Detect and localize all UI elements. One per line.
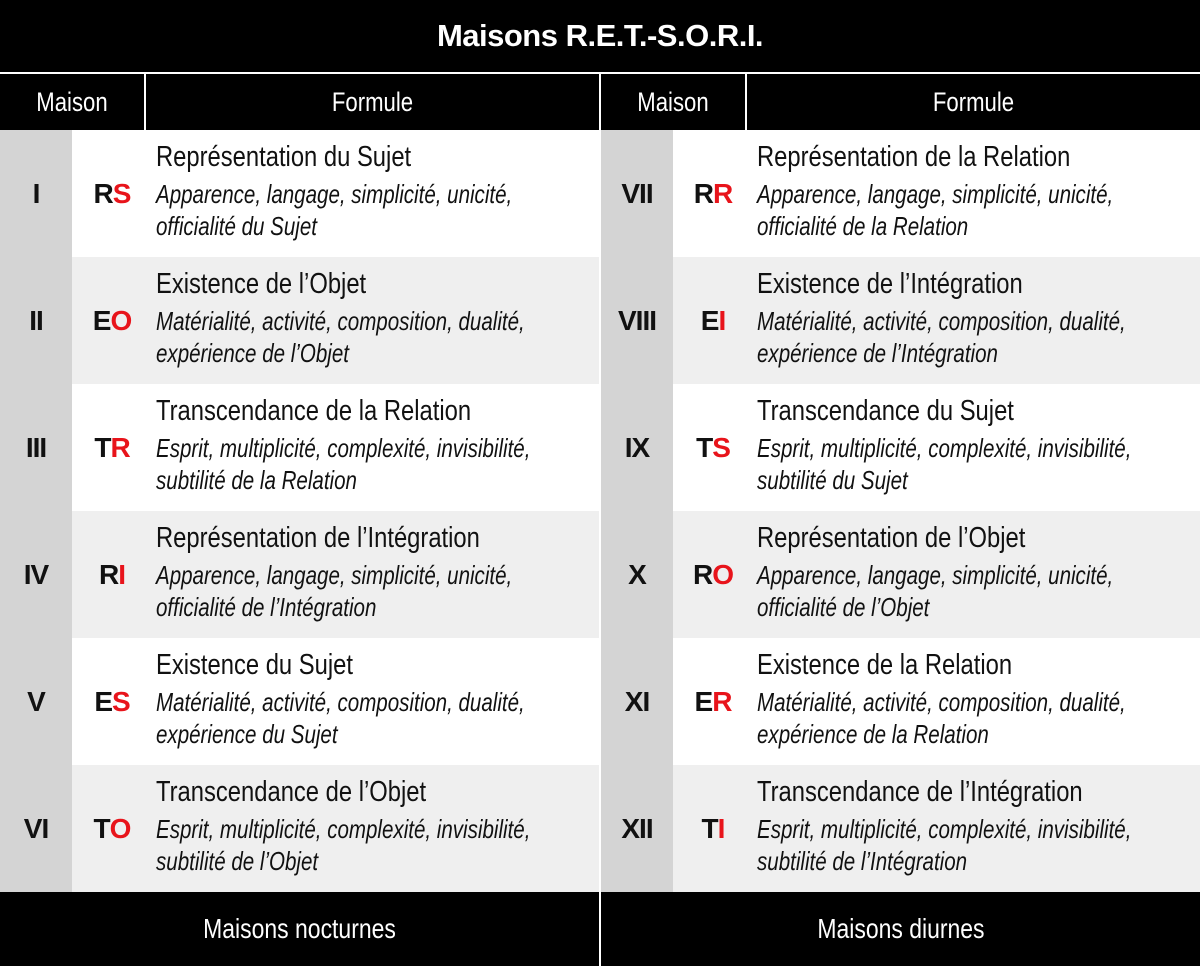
house-number: III [0, 384, 72, 511]
house-number: VI [0, 765, 72, 892]
house-code [673, 257, 753, 384]
house-code [673, 511, 753, 638]
table-row [601, 257, 1200, 384]
code-first-letter: T [701, 812, 718, 844]
house-number: II [0, 257, 72, 384]
formula-description-line-1: Matérialité, activité, composition, dualité, [757, 687, 1126, 717]
row-body [72, 130, 599, 257]
footer-left [0, 892, 599, 966]
formula-description-line-1: Esprit, multiplicité, complexité, invisibilité, [156, 814, 531, 844]
formula-title: Transcendance de la Relation [156, 395, 472, 427]
formula-description-line-2: subtilité de la Relation [156, 465, 357, 495]
code-first-letter: R [98, 558, 119, 590]
row-body [673, 511, 1200, 638]
table-row [0, 257, 599, 384]
row-body [72, 257, 599, 384]
code-second-letter: I [118, 558, 125, 590]
code-first-letter: E [694, 685, 713, 717]
house-code [673, 384, 753, 511]
footer-label: Maisons nocturnes [203, 913, 396, 944]
code-first-letter: R [692, 558, 713, 590]
formula-title: Existence du Sujet [156, 649, 353, 681]
formula-title: Transcendance de l’Intégration [757, 776, 1083, 808]
table-row [0, 511, 599, 638]
house-number: I [0, 130, 72, 257]
code-first-letter: R [693, 177, 713, 209]
table-row [601, 638, 1200, 765]
formula-description-line-1: Matérialité, activité, composition, dualité, [156, 687, 525, 717]
right-half [601, 72, 1200, 966]
code-second-letter: I [718, 304, 726, 336]
formula-text [156, 394, 596, 496]
code-first-letter: T [94, 431, 111, 463]
code-second-letter: O [110, 304, 132, 336]
row-body [673, 257, 1200, 384]
house-code [72, 257, 152, 384]
house-code [72, 511, 152, 638]
left-half [0, 72, 599, 966]
row-body [72, 384, 599, 511]
formula-text [757, 775, 1197, 877]
code-second-letter: O [712, 558, 733, 590]
formula-title: Existence de l’Objet [156, 268, 367, 300]
formula-description-line-2: officialité de la Relation [757, 211, 969, 241]
formula-text [757, 394, 1197, 496]
header-formule: Formule [331, 86, 414, 117]
house-code [72, 765, 152, 892]
code-second-letter: S [712, 431, 730, 463]
formula-title: Transcendance du Sujet [757, 395, 1014, 427]
formula-title: Représentation de la Relation [757, 141, 1071, 173]
formula-description-line-1: Matérialité, activité, composition, dualité, [156, 306, 525, 336]
formula-description-line-2: expérience de l’Objet [156, 338, 349, 368]
formula-text [757, 648, 1197, 750]
row-body [673, 384, 1200, 511]
table-row [0, 765, 599, 892]
table-row [601, 130, 1200, 257]
table-row [0, 384, 599, 511]
rows-right [601, 130, 1200, 892]
table-row [0, 638, 599, 765]
header-formule: Formule [932, 86, 1015, 117]
formula-text [156, 267, 596, 369]
formula-description-line-1: Apparence, langage, simplicité, unicité, [757, 179, 1114, 209]
formula-description-line-2: expérience du Sujet [156, 719, 338, 749]
code-second-letter: S [112, 685, 130, 717]
header-maison: Maison [637, 86, 709, 117]
code-first-letter: E [92, 304, 111, 336]
rows-left [0, 130, 599, 892]
formula-description-line-2: subtilité de l’Intégration [757, 846, 968, 876]
house-number: IV [0, 511, 72, 638]
formula-text [156, 775, 596, 877]
house-number: XI [601, 638, 673, 765]
formula-title: Représentation de l’Objet [757, 522, 1026, 554]
row-body [72, 765, 599, 892]
house-number: IX [601, 384, 673, 511]
code-first-letter: T [696, 431, 713, 463]
footer-right [601, 892, 1200, 966]
formula-description-line-1: Apparence, langage, simplicité, unicité, [156, 179, 513, 209]
table-row [601, 384, 1200, 511]
row-body [72, 511, 599, 638]
header-row-right [601, 72, 1200, 130]
table-title: Maisons R.E.T.-S.O.R.I. [436, 18, 764, 53]
header-divider [745, 74, 747, 130]
formula-text [156, 521, 596, 623]
house-number: VIII [601, 257, 673, 384]
house-code [673, 638, 753, 765]
formula-description-line-1: Matérialité, activité, composition, dualité, [757, 306, 1126, 336]
formula-description-line-2: expérience de l’Intégration [757, 338, 998, 368]
formula-description-line-2: subtilité du Sujet [757, 465, 908, 495]
table-row [601, 765, 1200, 892]
formula-text [757, 140, 1197, 242]
house-code [72, 384, 152, 511]
code-second-letter: R [712, 685, 732, 717]
house-code [72, 638, 152, 765]
table-row [0, 130, 599, 257]
header-maison: Maison [36, 86, 108, 117]
formula-text [156, 140, 596, 242]
code-first-letter: R [93, 177, 113, 209]
formula-description-line-1: Apparence, langage, simplicité, unicité, [757, 560, 1114, 590]
header-divider [144, 74, 146, 130]
formula-text [757, 521, 1197, 623]
row-body [72, 638, 599, 765]
formula-description-line-1: Apparence, langage, simplicité, unicité, [156, 560, 513, 590]
formula-title: Représentation du Sujet [156, 141, 412, 173]
house-code [673, 765, 753, 892]
house-number: V [0, 638, 72, 765]
formula-description-line-1: Esprit, multiplicité, complexité, invisibilité, [156, 433, 531, 463]
code-second-letter: I [717, 812, 725, 844]
house-code [673, 130, 753, 257]
house-number: X [601, 511, 673, 638]
formula-text [156, 648, 596, 750]
formula-title: Transcendance de l’Objet [156, 776, 427, 808]
formula-text [757, 267, 1197, 369]
formula-description-line-1: Esprit, multiplicité, complexité, invisibilité, [757, 814, 1132, 844]
formula-description-line-2: officialité du Sujet [156, 211, 317, 241]
formula-description-line-2: expérience de la Relation [757, 719, 989, 749]
code-first-letter: T [93, 812, 110, 844]
house-number: VII [601, 130, 673, 257]
house-code [72, 130, 152, 257]
formula-description-line-2: subtilité de l’Objet [156, 846, 319, 876]
code-first-letter: E [94, 685, 112, 717]
row-body [673, 130, 1200, 257]
formula-description-line-2: officialité de l’Objet [757, 592, 930, 622]
formula-title: Existence de la Relation [757, 649, 1013, 681]
code-second-letter: R [713, 177, 733, 209]
row-body [673, 765, 1200, 892]
formula-description-line-2: officialité de l’Intégration [156, 592, 377, 622]
code-second-letter: O [109, 812, 131, 844]
code-second-letter: S [112, 177, 131, 209]
header-row-left [0, 72, 599, 130]
formula-title: Existence de l’Intégration [757, 268, 1023, 300]
table-row [601, 511, 1200, 638]
formula-title: Représentation de l’Intégration [156, 522, 480, 554]
row-body [673, 638, 1200, 765]
formula-description-line-1: Esprit, multiplicité, complexité, invisibilité, [757, 433, 1132, 463]
code-second-letter: R [110, 431, 130, 463]
footer-label: Maisons diurnes [816, 913, 985, 944]
code-first-letter: E [700, 304, 719, 336]
house-number: XII [601, 765, 673, 892]
